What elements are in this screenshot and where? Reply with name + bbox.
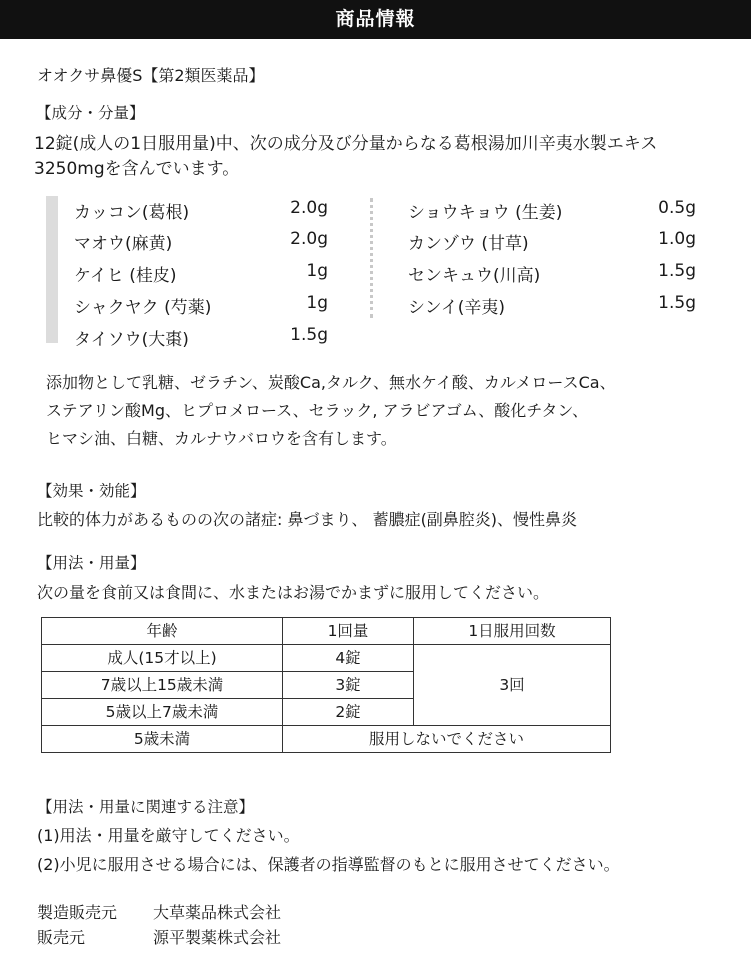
table-cell-dose: 3錠 <box>283 672 414 699</box>
maker-label: 製造販売元 <box>37 903 118 922</box>
ingredients-heading: 【成分・分量】 <box>36 104 145 122</box>
table-row <box>42 645 611 672</box>
ingredient-amount: 1.0g <box>658 229 696 249</box>
header-title: 商品情報 <box>335 8 416 30</box>
seller-label: 販売元 <box>37 928 86 947</box>
table-cell-times-per-day: 3回 <box>414 645 611 726</box>
table-header-age: 年齢 <box>42 618 283 645</box>
ingredient-amount: 1g <box>306 261 328 281</box>
ingredient-amount: 1.5g <box>658 261 696 281</box>
table-cell-dose: 2錠 <box>283 699 414 726</box>
table-header-row <box>42 618 611 645</box>
ingredients-intro-line2: 3250mgを含んでいます。 <box>34 159 240 179</box>
effects-heading: 【効果・効能】 <box>37 482 146 500</box>
ingredients-intro-line1: 12錠(成人の1日服用量)中、次の成分及び分量からなる葛根湯加川辛夷水製エキス <box>34 134 658 154</box>
product-name: オオクサ鼻優S【第2類医薬品】 <box>37 66 265 85</box>
ingredient-name: シャクヤク (芍薬) <box>74 298 212 318</box>
table-cell-dose: 4錠 <box>283 645 414 672</box>
ingredient-name: ケイヒ (桂皮) <box>74 266 177 286</box>
ingredient-name: カンゾウ (甘草) <box>408 234 529 254</box>
precaution-item-2: (2)小児に服用させる場合には、保護者の指導監督のもとに服用させてください。 <box>37 855 620 874</box>
ingredient-name: センキュウ(川高) <box>408 266 541 286</box>
ingredients-dotted-divider <box>370 198 373 318</box>
additives-line1: 添加物として乳糖、ゼラチン、炭酸Ca,タルク、無水ケイ酸、カルメロースCa、 <box>46 373 616 392</box>
table-header-times: 1日服用回数 <box>414 618 611 645</box>
table-cell-age: 成人(15才以上) <box>42 645 283 672</box>
dosage-text: 次の量を食前又は食間に、水またはお湯でかまずに服用してください。 <box>37 583 550 602</box>
dosage-table <box>41 617 611 753</box>
ingredient-amount: 2.0g <box>290 229 328 249</box>
ingredient-name: タイソウ(大棗) <box>74 330 189 350</box>
precaution-item-1: (1)用法・用量を厳守してください。 <box>37 826 300 845</box>
ingredient-amount: 2.0g <box>290 198 328 218</box>
table-cell-under5-note: 服用しないでください <box>283 726 611 753</box>
seller-name: 源平製薬株式会社 <box>153 928 282 947</box>
maker-name: 大草薬品株式会社 <box>153 903 282 922</box>
ingredient-name: シンイ(辛夷) <box>408 298 505 318</box>
effects-text: 比較的体力があるものの次の諸症: 鼻づまり、 蓄膿症(副鼻腔炎)、慢性鼻炎 <box>37 510 578 529</box>
ingredient-name: ショウキョウ (生姜) <box>408 203 563 223</box>
ingredients-accent-bar <box>46 196 58 343</box>
precautions-heading: 【用法・用量に関連する注意】 <box>37 798 255 816</box>
table-header-dose: 1回量 <box>283 618 414 645</box>
ingredient-amount: 0.5g <box>658 198 696 218</box>
table-cell-age: 7歳以上15歳未満 <box>42 672 283 699</box>
table-cell-age: 5歳以上7歳未満 <box>42 699 283 726</box>
ingredient-amount: 1.5g <box>290 325 328 345</box>
table-row <box>42 726 611 753</box>
ingredient-amount: 1.5g <box>658 293 696 313</box>
additives-line3: ヒマシ油、白糖、カルナウバロウを含有します。 <box>46 429 397 448</box>
ingredient-name: マオウ(麻黄) <box>74 234 173 254</box>
dosage-heading: 【用法・用量】 <box>37 554 146 572</box>
ingredient-name: カッコン(葛根) <box>74 203 190 223</box>
ingredient-amount: 1g <box>306 293 328 313</box>
additives-line2: ステアリン酸Mg、ヒプロメロース、セラック, アラビアゴム、酸化チタン、 <box>46 401 589 420</box>
page-header <box>0 0 751 39</box>
table-cell-age: 5歳未満 <box>42 726 283 753</box>
